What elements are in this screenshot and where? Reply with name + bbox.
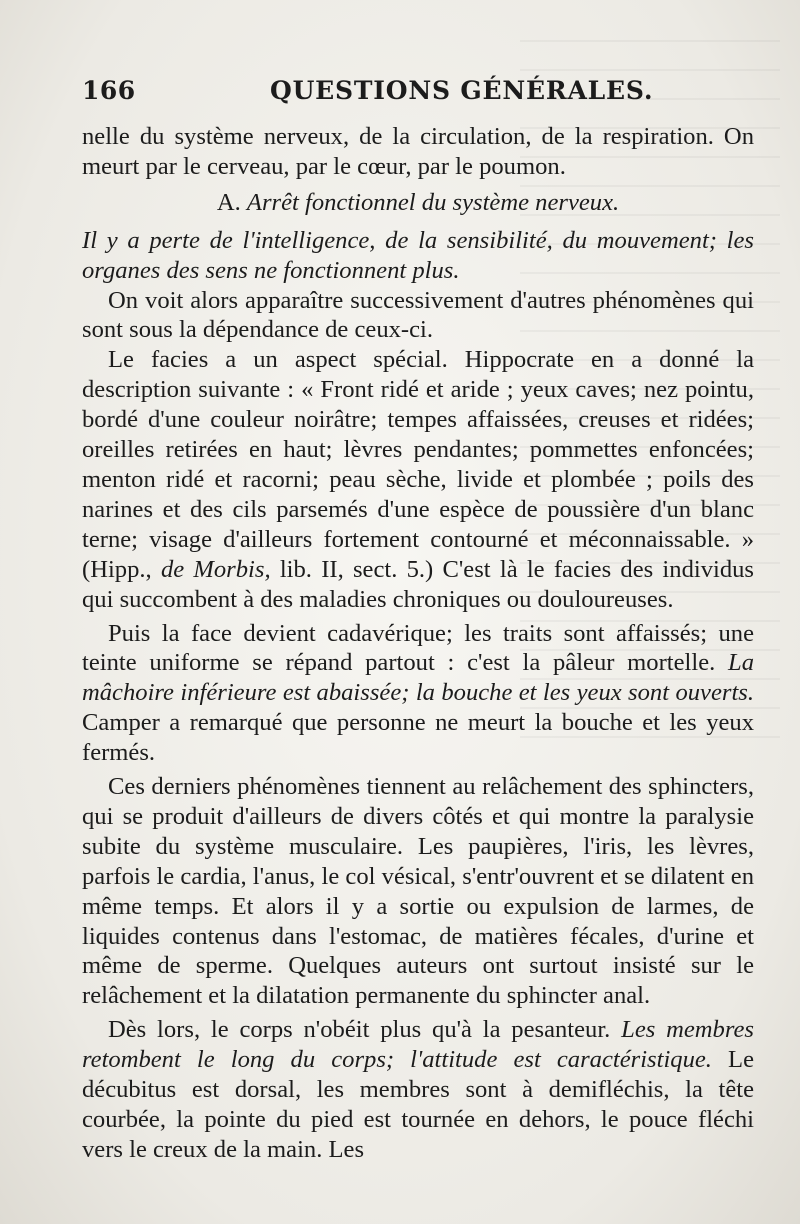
page-number: 166 — [82, 76, 136, 105]
jaw-statement: La mâchoire inférieure est abaissée; la bouche et les yeux sont ouverts. — [82, 649, 755, 707]
facies-end: lib. II, sect. 5.) C'est là le facies des individus qui succombent à des maladies chroniques ou douloureuses. — [82, 555, 754, 613]
decubitus-text: Le décubitus est dorsal, les membres sont à demifléchis, la tête courbée, la pointe du pied est tournée en dehors, le pouce fléchi vers le creux de la main. Les — [82, 1046, 754, 1163]
paragraph-cadaverous-face — [82, 619, 754, 769]
paragraph-continuation: nelle du système nerveux, de la circulation, de la respiration. On meurt par le cerveau, par le cœur, par le poumon. — [82, 123, 754, 180]
running-title: QUESTIONS GÉNÉRALES. — [270, 76, 654, 105]
section-heading — [82, 188, 754, 218]
limbs-statement: Les membres retombent le long du corps; l'attitude est caractéristique. — [82, 1016, 755, 1074]
paragraph-facies — [82, 345, 754, 614]
gravity-text: Dès lors, le corps n'obéit plus qu'à la pesanteur. — [108, 1016, 611, 1044]
body-text — [82, 122, 754, 1165]
page-header — [82, 76, 762, 116]
section-letter: A. — [216, 188, 241, 216]
facies-quote: Le facies a un aspect spécial. Hippocrate en a donné la description suivante : « Front ridé et aride ; yeux caves; nez pointu, bordé d'une couleur noirâtre; tempes affaissées, creuses et ridées; oreilles retirées en haut; lèvres pendantes; pommettes enfoncées; menton ridé et racorni; peau sèche, livide et plombée ; poils des narines et des cils parsemés d'une espèce de poussière d'un blanc terne; visage d'ailleurs fortement contourné et méconnaissable. » (Hipp., — [82, 346, 754, 583]
paragraph: On voit alors apparaître successivement d'autres phénomènes qui sont sous la dépendance de ceux-ci. — [82, 286, 754, 344]
section-title: Arrêt fonctionnel du système nerveux. — [246, 188, 620, 216]
paragraph-sphincters: Ces derniers phénomènes tiennent au relâchement des sphincters, qui se produit d'ailleurs de divers côtés et qui montre la paralysie subite du système musculaire. Les paupières, l'iris, les lèvres, parfois le cardia, l'anus, le col vésical, s'entr'ouvrent et se dilatent en même temps. Et alors il y a sortie ou expulsion de larmes, de liquides contenus dans l'estomac, de matières fécales, d'urine et même de sperme. Quelques auteurs ont surtout insisté sur le relâchement et la dilatation permanente du sphincter anal. — [82, 773, 754, 1010]
camper-remark: Camper a remarqué que personne ne meurt la bouche et les yeux fermés. — [82, 709, 754, 767]
paragraph-gravity — [82, 1015, 754, 1165]
cadaverous-text: Puis la face devient cadavérique; les traits sont affaissés; une teinte uniforme se répand partout : c'est la pâleur mortelle. — [82, 619, 754, 677]
citation-title: de Morbis, — [160, 555, 271, 583]
lead-statement: Il y a perte de l'intelligence, de la sensibilité, du mouvement; les organes des sens ne fonctionnent plus. — [82, 226, 754, 284]
paragraph-lead-italic — [82, 226, 754, 286]
